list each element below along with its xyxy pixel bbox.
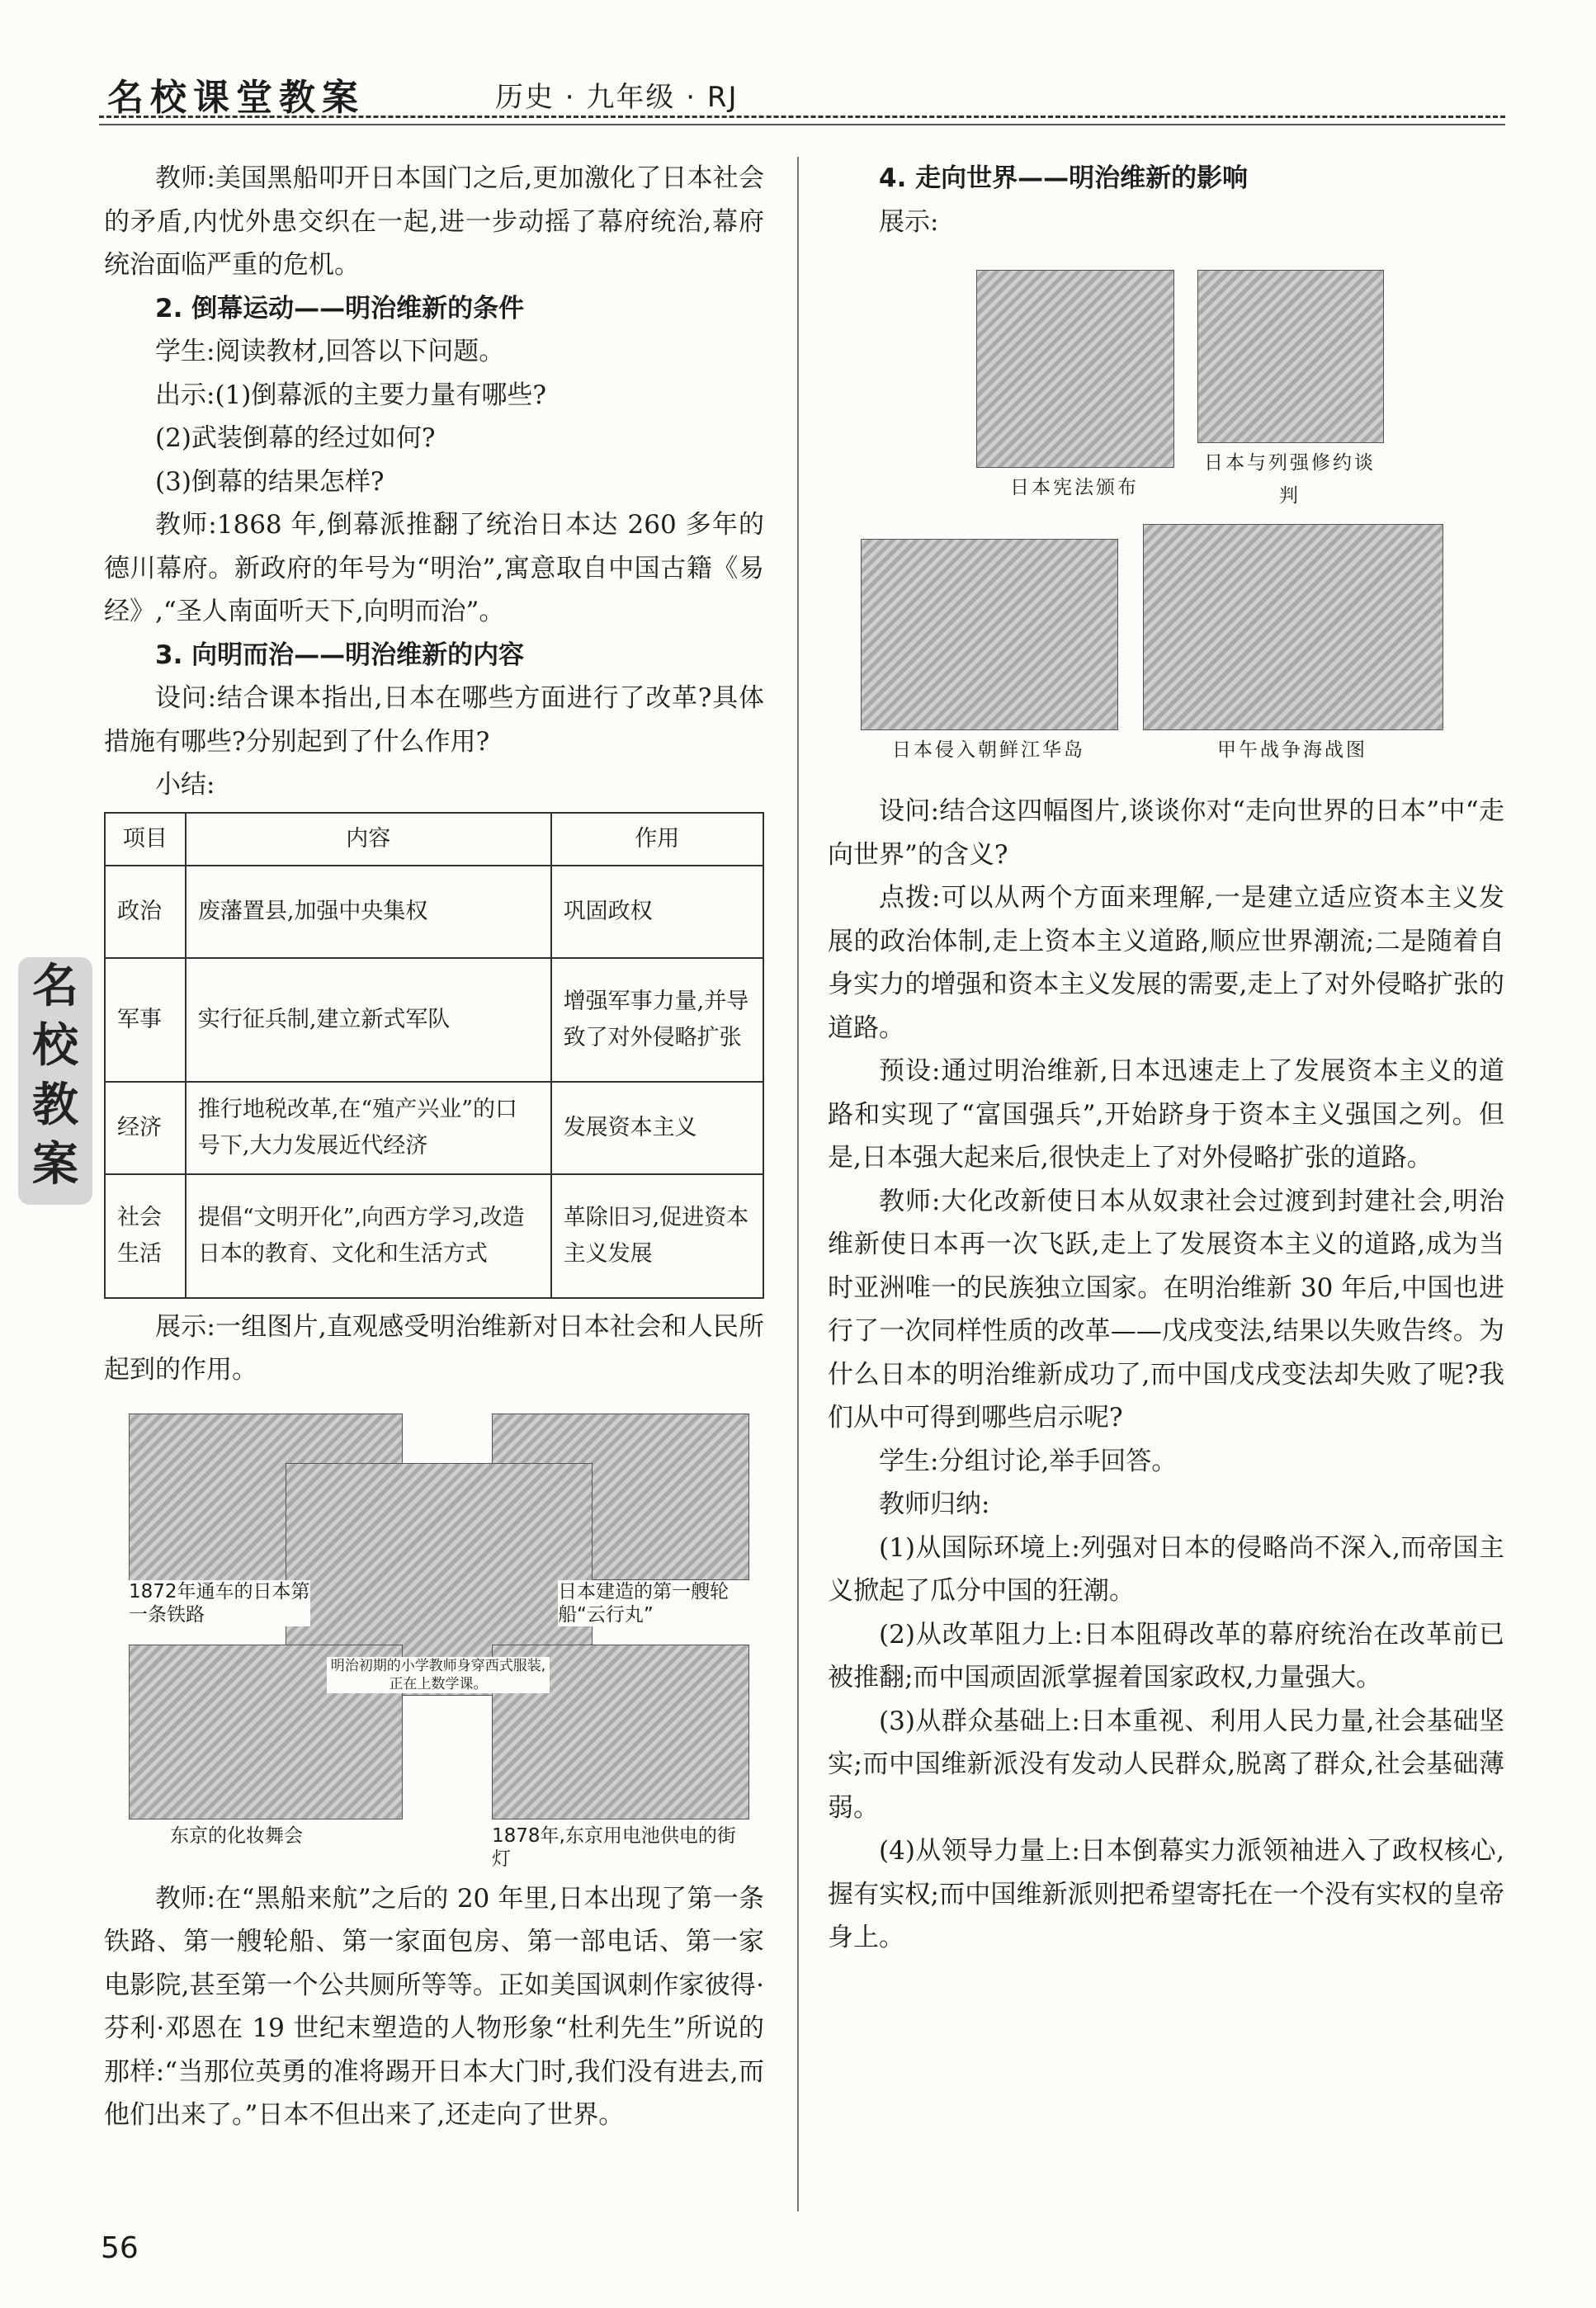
paragraph: 学生:阅读教材,回答以下问题。 [155,337,505,366]
paragraph: (1)从国际环境上:列强对日本的侵略尚不深入,而帝国主义掀起了瓜分中国的狂潮。 [828,1532,1504,1606]
question: (2)武装倒幕的经过如何? [155,423,436,453]
constitution-photo [976,270,1174,468]
caption-constitution: 日本宪法颁布 [1010,477,1139,498]
ganghwa-island-photo [861,539,1118,730]
side-tab-char: 案 [32,1138,78,1192]
table-cell: 发展资本主义 [551,1082,763,1174]
paragraph: (2)从改革阻力上:日本阻碍改革的幕府统治在改革前已被推翻;而中国顽固派掌握着国家政权,力量强大。 [828,1619,1504,1692]
paragraph: 预设:通过明治维新,日本迅速走上了发展资本主义的道路和实现了“富国强兵”,开始跻身于资本主义强国之列。但是,日本强大起来后,很快走上了对外侵略扩张的道路。 [828,1056,1504,1173]
paragraph: 展示:一组图片,直观感受明治维新对日本社会和人民所起到的作用。 [104,1311,764,1385]
section-heading-text: 2. 倒幕运动——明治维新的条件 [155,293,525,323]
summary-table [104,812,764,1299]
paragraph: 教师归纳: [879,1489,990,1519]
column-divider [797,157,799,2211]
paragraph: 设问:结合这四幅图片,谈谈你对“走向世界的日本”中“走向世界”的含义? [828,796,1504,870]
treaty-negotiation-photo [1197,270,1384,443]
table-cell: 社会生活 [105,1174,186,1298]
section-heading [104,634,764,677]
table-row [105,1174,763,1298]
left-column [104,157,764,2137]
naval-battle-photo [1143,524,1443,730]
table-cell: 军事 [105,958,186,1082]
header-divider-2 [99,124,1505,125]
book-subtitle: 历史 · 九年级 · RJ [495,81,739,114]
table-header-cell: 内容 [186,813,551,866]
meiji-photo-collage [104,1405,764,1870]
paragraph: 教师:在“黑船来航”之后的 20 年里,日本出现了第一条铁路、第一艘轮船、第一家面包房、第一部电话、第一家电影院,甚至第一个公共厕所等等。正如美国讽刺作家彼得·芬利·邓恩在 19 世纪末塑造的人物形象“杜利先生”所说的那样:“当那位英勇的准将踢开日本大门时,我们没有进去,而他们出来了。”日本不但出来了,还走向了世界。 [104,1883,764,2130]
side-tab-char: 名 [32,960,78,1013]
caption-classroom: 明治初期的小学教师身穿西式服装,正在上数学课。 [327,1657,550,1693]
table-header-cell: 项目 [105,813,186,866]
caption-railway: 1872年通车的日本第一条铁路 [129,1580,310,1626]
table-cell: 政治 [105,866,186,958]
header-divider [99,116,1505,118]
influence-photo-grid [828,260,1504,781]
paragraph: 小结: [155,770,215,800]
table-cell: 推行地税改革,在“殖产兴业”的口号下,大力发展近代经济 [186,1082,551,1174]
paragraph: 学生:分组讨论,举手回答。 [879,1446,1178,1476]
book-title: 名校课堂教案 [107,77,365,119]
table-cell: 巩固政权 [551,866,763,958]
question: 出示:(1)倒幕派的主要力量有哪些? [155,380,546,410]
paragraph: 教师:美国黑船叩开日本国门之后,更加激化了日本社会的矛盾,内忧外患交织在一起,进一步动摇了幕府统治,幕府统治面临严重的危机。 [104,163,764,280]
table-row [105,958,763,1082]
right-column [828,157,1504,1960]
section-heading-text: 3. 向明而治——明治维新的内容 [155,640,525,670]
paragraph: 教师:1868 年,倒幕派推翻了统治日本达 260 多年的德川幕府。新政府的年号为“明治”,寓意取自中国古籍《易经》,“圣人南面听天下,向明而治”。 [104,510,764,626]
caption-masquerade: 东京的化妆舞会 [170,1824,385,1848]
caption-ganghwa-island: 日本侵入朝鲜江华岛 [892,739,1085,761]
table-cell: 革除旧习,促进资本主义发展 [551,1174,763,1298]
table-header-cell: 作用 [551,813,763,866]
table-cell: 提倡“文明开化”,向西方学习,改造日本的教育、文化和生活方式 [186,1174,551,1298]
paragraph: (4)从领导力量上:日本倒幕实力派领袖进入了政权核心,握有实权;而中国维新派则把希望寄托在一个没有实权的皇帝身上。 [828,1836,1504,1952]
section-heading [104,287,764,331]
table-cell: 废藩置县,加强中央集权 [186,866,551,958]
table-row [105,1082,763,1174]
table-row [105,866,763,958]
paragraph: (3)从群众基础上:日本重视、利用人民力量,社会基础坚实;而中国维新派没有发动人民群众,脱离了群众,社会基础薄弱。 [828,1706,1504,1823]
caption-steamship: 日本建造的第一艘轮船“云行丸” [558,1580,748,1626]
page-number: 56 [101,2231,139,2265]
caption-naval-battle: 甲午战争海战图 [1217,739,1367,761]
table-cell: 经济 [105,1082,186,1174]
paragraph: 设问:结合课本指出,日本在哪些方面进行了改革?具体措施有哪些?分别起到了什么作用? [104,683,764,757]
paragraph: 教师:大化改新使日本从奴隶社会过渡到封建社会,明治维新使日本再一次飞跃,走上了发展资本主义的道路,成为当时亚洲唯一的民族独立国家。在明治维新 30 年后,中国也进行了一次同样性质的改革——戊戌变法,结果以失败告终。为什么日本的明治维新成功了,而中国戊戌变法却失败了呢?我们从中可得到哪些启示呢? [828,1186,1504,1432]
caption-street-lamp: 1878年,东京用电池供电的街灯 [492,1824,748,1871]
paragraph: 点拨:可以从两个方面来理解,一是建立适应资本主义发展的政治体制,走上资本主义道路,顺应世界潮流;二是随着自身实力的增强和资本主义发展的需要,走上了对外侵略扩张的道路。 [828,883,1504,1043]
question: (3)倒幕的结果怎样? [155,466,385,497]
table-header-row [105,813,763,866]
section-heading [828,157,1504,201]
table-cell: 增强军事力量,并导致了对外侵略扩张 [551,958,763,1082]
section-heading-text: 4. 走向世界——明治维新的影响 [879,163,1249,193]
side-tab-char: 校 [32,1019,78,1073]
side-tab [18,957,92,1205]
table-cell: 实行征兵制,建立新式军队 [186,958,551,1082]
caption-treaty-negotiation: 日本与列强修约谈判 [1204,452,1376,507]
side-tab-char: 教 [32,1078,78,1132]
paragraph: 展示: [879,206,939,237]
